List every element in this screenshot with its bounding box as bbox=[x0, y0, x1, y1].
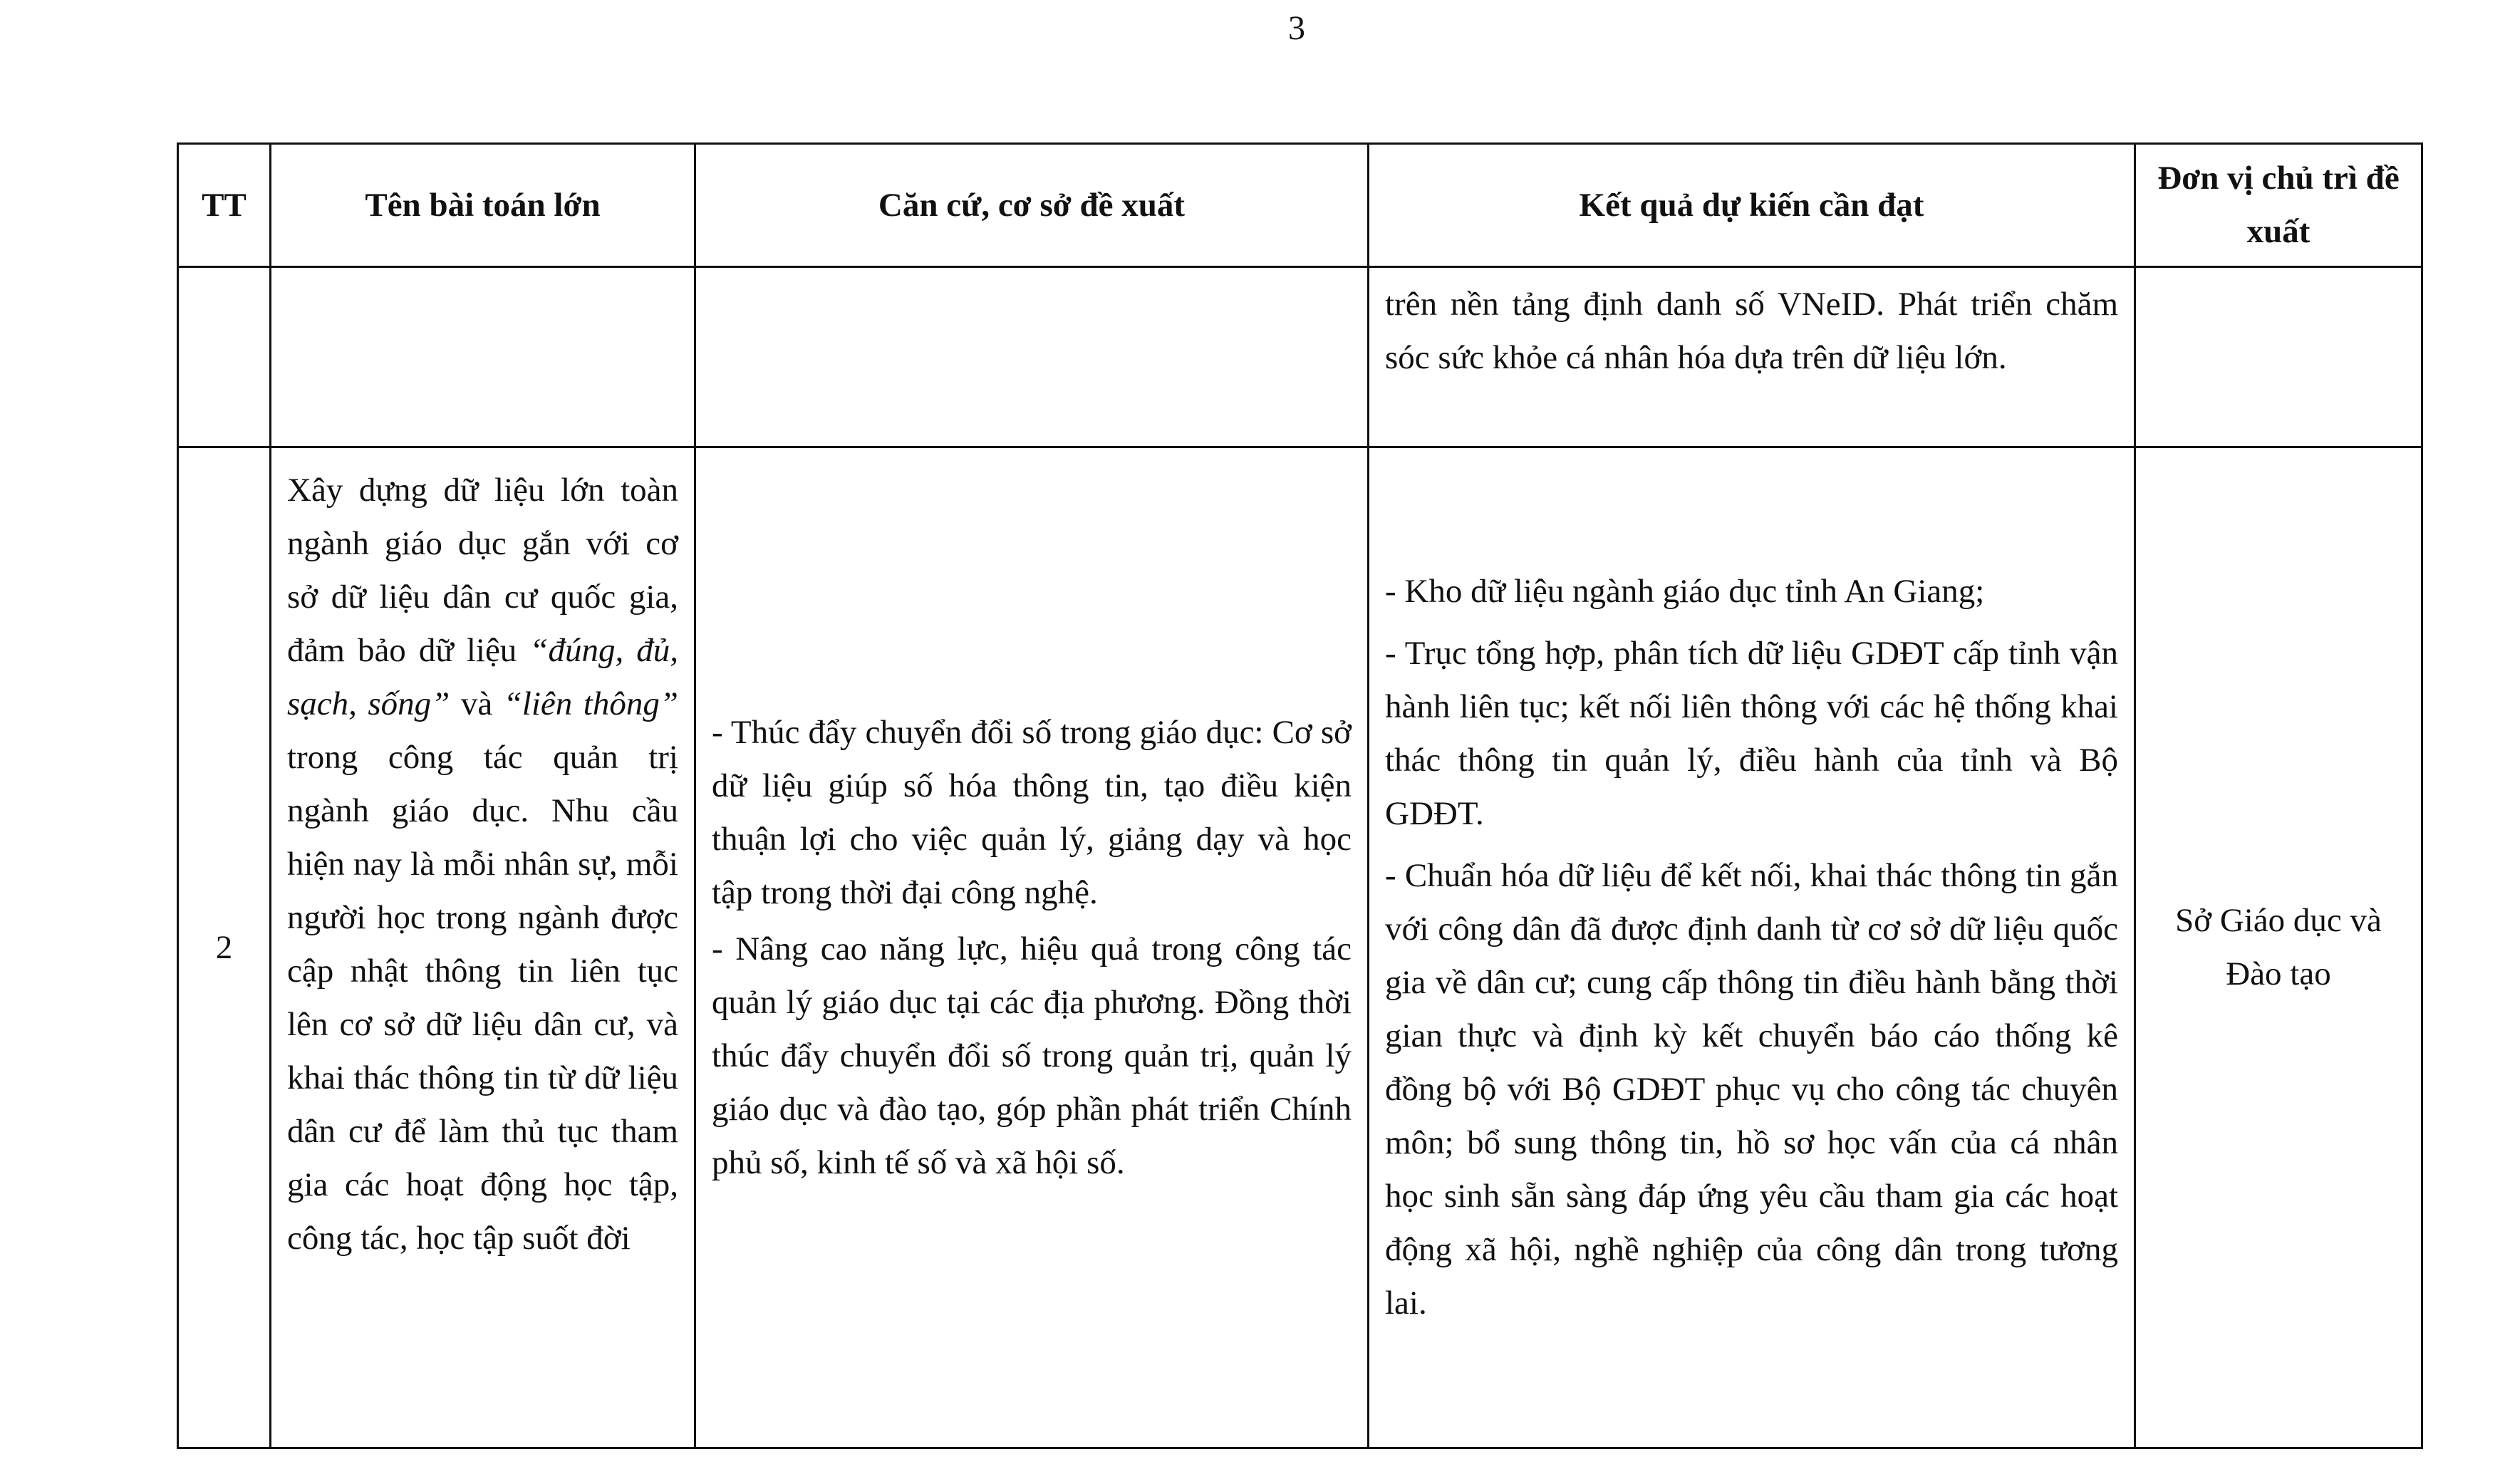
title-italic: “liên thông” bbox=[503, 685, 678, 722]
table-row bbox=[178, 267, 2422, 447]
header-results: Kết quả dự kiến cần đạt bbox=[1369, 144, 2135, 267]
table-row bbox=[178, 447, 2422, 1448]
cell-basis bbox=[695, 447, 1369, 1448]
cell-unit bbox=[2135, 267, 2422, 447]
title-text: Xây dựng dữ liệu lớn toàn ngành giáo dục gắn với cơ sở dữ liệu dân cư quốc gia, đảm bảo dữ liệu bbox=[287, 472, 678, 669]
header-unit: Đơn vị chủ trì đề xuất bbox=[2135, 144, 2422, 267]
header-basis: Căn cứ, cơ sở đề xuất bbox=[695, 144, 1369, 267]
cell-results bbox=[1369, 447, 2135, 1448]
header-tt: TT bbox=[178, 144, 271, 267]
proposal-table bbox=[177, 142, 2423, 1449]
cell-results: trên nền tảng định danh số VNeID. Phát triển chăm sóc sức khỏe cá nhân hóa dựa trên dữ liệu lớn. bbox=[1369, 267, 2135, 447]
title-text: trong công tác quản trị ngành giáo dục. Nhu cầu hiện nay là mỗi nhân sự, mỗi người học trong ngành được cập nhật thông tin liên tục lên cơ sở dữ liệu dân cư, và khai thác thông tin từ dữ liệu dân cư để làm thủ tục tham gia các hoạt động học tập, công tác, học tập suốt đời bbox=[287, 739, 678, 1257]
title-text: và bbox=[450, 685, 504, 722]
cell-basis bbox=[695, 267, 1369, 447]
basis-item: - Nâng cao năng lực, hiệu quả trong công tác quản lý giáo dục tại các địa phương. Đồng thời thúc đẩy chuyển đổi số trong quản trị, quản lý giáo dục và đào tạo, góp phần phát triển Chính phủ số, kinh tế số và xã hội số. bbox=[712, 930, 1352, 1181]
basis-item: - Thúc đẩy chuyển đổi số trong giáo dục: Cơ sở dữ liệu giúp số hóa thông tin, tạo điều kiện thuận lợi cho việc quản lý, giảng dạy và học tập trong thời đại công nghệ. bbox=[712, 713, 1352, 911]
header-title: Tên bài toán lớn bbox=[271, 144, 695, 267]
result-item: - Kho dữ liệu ngành giáo dục tỉnh An Giang; bbox=[1385, 573, 1985, 610]
cell-tt bbox=[178, 267, 271, 447]
cell-title bbox=[271, 267, 695, 447]
page-number: 3 bbox=[1288, 9, 1305, 47]
cell-unit: Sở Giáo dục và Đào tạo bbox=[2135, 447, 2422, 1448]
result-item: - Chuẩn hóa dữ liệu để kết nối, khai thác thông tin gắn với công dân đã được định danh từ cơ sở dữ liệu quốc gia về dân cư; cung cấp thông tin điều hành bằng thời gian thực và định kỳ kết chuyển báo cáo thống kê đồng bộ với Bộ GDĐT phục vụ cho công tác chuyên môn; bổ sung thông tin, hồ sơ học vấn của cá nhân học sinh sẵn sàng đáp ứng yêu cầu tham gia các hoạt động xã hội, nghề nghiệp của công dân trong tương lai. bbox=[1385, 857, 2118, 1322]
cell-tt: 2 bbox=[178, 447, 271, 1448]
cell-title bbox=[271, 447, 695, 1448]
title-italic: “đúng, đủ, sạch, sống” bbox=[287, 632, 679, 722]
result-item: - Trục tổng hợp, phân tích dữ liệu GDĐT cấp tỉnh vận hành liên tục; kết nối liên thông với các hệ thống khai thác thông tin quản lý, điều hành của tỉnh và Bộ GDĐT. bbox=[1385, 635, 2118, 832]
table-header-row bbox=[178, 144, 2422, 267]
